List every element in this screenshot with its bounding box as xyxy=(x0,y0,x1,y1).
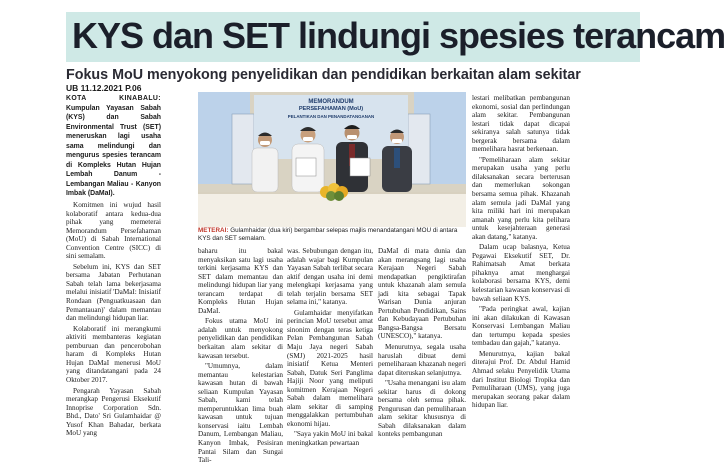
article-headline: KYS dan SET lindungi spesies terancam xyxy=(72,15,725,56)
photo-caption xyxy=(198,227,466,242)
paragraph: Dalam ucap balasnya, Ketua Pegawai Eksekutif SET, Dr. Rahimatsah Amat berkata pihaknya amat menghargai kolaborasi bersama KYS, demi kelestarian kawasan konservasi di bawah seliaan KYS. xyxy=(472,243,570,303)
paragraph: lestari melibatkan pembangunan ekonomi, sosial dan perlindungan alam sekitar. Pembangunan lestari tidak dapat dicapai sekiranya salah satunya tidak bergerak bersama dalam memelihara hasrat berkenaan. xyxy=(472,94,570,154)
paragraph: was. Sebubungan dengan itu, adalah wajar bagi Kumpulan Yayasan Sabah terlibat secara aktif dengan usaha ini demi melengkapi kerjasama yang telah terjalin bersama SET selama ini," katanya. xyxy=(287,247,373,307)
lead-paragraph xyxy=(66,94,161,199)
paragraph: "Saya yakin MoU ini bakal meningkatkan pewartaan xyxy=(287,430,373,448)
paragraph: "Umumnya, dalam memantau kelestarian kawasan hutan di bawah seliaan Kumpulan Yayasan Sabah, kami telah memperuntukkan lima buah kawasan untuk tujuan konservasi iaitu Lembah Danum, Lembangan Maliau, Kanyon Imbak, Pesisiran Pantai Silam dan Sungai Tali- xyxy=(198,362,283,465)
caption-kicker: METERAI: xyxy=(198,227,229,234)
paragraph: "Pada peringkat awal, kajian ini akan dilakukan di Kawasan Konservasi Lembangan Maliau dan tertumpu kepada spesies tembadau dan gajah," katanya. xyxy=(472,305,570,348)
banner-line-1: MEMORANDUM xyxy=(308,99,354,105)
article-subheadline: Fokus MoU menyokong penyelidikan dan pendidikan berkaitan alam sekitar xyxy=(66,67,581,83)
banner-line-3: PELANTIKAN DAN PENANDATANGANAN xyxy=(287,114,375,119)
paragraph: Kolaboratif ini merangkumi aktiviti membanteras kegiatan pemburuan dan pencerobohan haram di Kompleks Hutan Hujan DaMaI menerusi MoU yang ditandatangani pada 24 Oktober 2017. xyxy=(66,324,161,384)
column-5 xyxy=(472,94,570,448)
banner-line-2: PERSEFAHAMAN (MoU) xyxy=(298,106,364,112)
column-3 xyxy=(287,247,373,447)
dateline: UB 11.12.2021 P.06 xyxy=(66,83,142,93)
paragraph: "Usaha menangani isu alam sekitar harus di dokong bersama oleh semua pihak. Pengurusan dan pemuliharaan alam sekitar khususnya di Sabah dilaksanakan dalam konteks pembangunan xyxy=(378,379,466,439)
dateline-kicker: KOTA KINABALU: xyxy=(66,95,161,102)
column-1 xyxy=(66,94,161,448)
paragraph: Sebelum ini, KYS dan SET bersama Jabatan Perhutanan Sabah telah lama bekerjasama melalui inisiatif 'DaMaI: Inisiatif Rondaan (Penguatkuasaan dan Pemantauan)' dalam memantau dan melindungi hidupan liar. xyxy=(66,262,161,323)
caption-text: Gulamhaidar (dua kiri) bergambar selepas majlis menandatangani MOU di antara KYS dan SET semalam. xyxy=(198,227,458,242)
article-photo xyxy=(198,92,466,227)
paragraph: Fokus utama MoU ini adalah untuk menyokong penyelidikan dan pendidikan berkaitan alam sekitar di kawasan tersebut. xyxy=(198,317,283,360)
column-2 xyxy=(198,247,283,465)
column-4 xyxy=(378,247,466,447)
paragraph: baharu itu bakal menyaksikan satu lagi usaha terkini kerjasama KYS dan SET dalam memantau dan melindungi hidupan liar yang terancam terdapat di Kompleks Hutan Hujan DaMaI. xyxy=(198,247,283,315)
signing-ceremony-photo xyxy=(198,92,466,227)
lead-text: Kumpulan Yayasan Sabah (KYS) dan Sabah Environmental Trust (SET) meneruskan lagi usaha sama melindungi dan mengurus spesies terancam di Kompleks Hutan Hujan Lembah Danum - Lembangan Maliau - Kanyon Imbak (DaMaI). xyxy=(66,104,161,198)
paragraph: DaMaI di mata dunia dan akan merangsang lagi usaha Kerajaan Negeri Sabah mendapatkan pengiktirafan untuk khazanah alam semula jadi kita sebagai Tapak Warisan Dunia anjuran Pertubuhan Pendidikan, Sains dan Kebudayaan Pertubuhan Bangsa-Bangsa Bersatu (UNESCO)," katanya. xyxy=(378,247,466,341)
paragraph: Menurutnya, kajian bakal diterajui Prof. Dr. Abdul Hamid Ahmad selaku Penyelidik Utama dari Institut Biologi Tropika dan Pemuliharaan (UMS), yang juga merupakan seorang pakar dalam hidupan liar. xyxy=(472,349,570,410)
paragraph: Menurutnya, segala usaha haruslah dibuat demi pemeliharaan khazanah negeri dapat diteruskan selanjutnya. xyxy=(378,343,466,377)
pull-up-banner-left xyxy=(232,114,254,184)
paragraph: Pengarah Yayasan Sabah merangkap Pengerusi Eksekutif Innoprise Corporation Sdn. Bhd., Dato' Sri Gulamhaidar @ Yusof Khan Bahadar, berkata MoU yang xyxy=(66,386,161,438)
paragraph: "Pemeliharaan alam sekitar merupakan usaha yang perlu dilaksanakan secara berterusan dan memerlukan sokongan bersama semua pihak. Khazanah alam semula jadi DaMaI yang kita miliki hari ini merupakan amanah yang perlu kita pelihara untuk kesejahteraan generasi akan datang," katanya. xyxy=(472,155,570,241)
paragraph: Komitmen ini wujud hasil kolaboratif antara kedua-dua pihak yang memeterai Memorandum Persefahaman (MoU) di Sabah International Convention Centre (SICC) di sini semalam. xyxy=(66,201,161,261)
paragraph: Gulamhaidar menyifatkan perincian MoU tersebut amat sinonim dengan teras ketiga Pelan Pembangunan Sabah Maju Jaya negeri Sabah (SMJ) 2021-2025 hasil inisiatif Ketua Menteri Sabah, Datuk Seri Panglima Hajiji Noor yang meliputi komitmen Kerajaan Negeri Sabah dalam memelihara alam sekitar di samping menggalakkan pertumbuhan ekonomi hijau. xyxy=(287,308,373,428)
